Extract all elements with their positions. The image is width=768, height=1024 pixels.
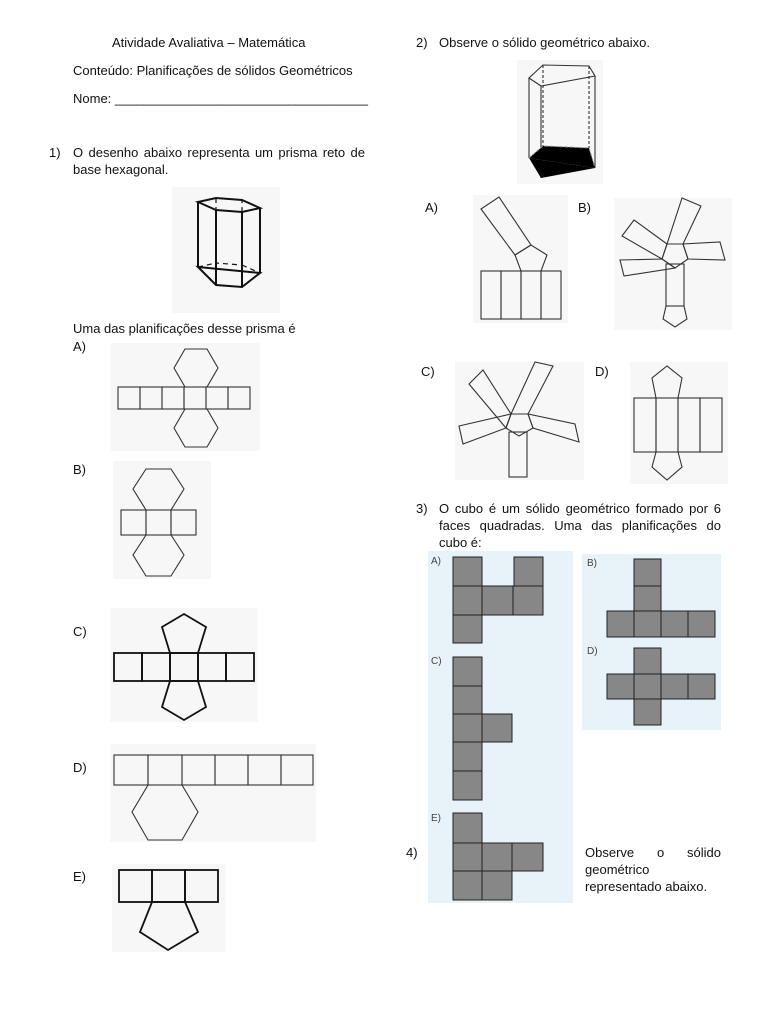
q2-option-b-label: B) — [578, 200, 591, 215]
q1-option-a-label: A) — [73, 339, 86, 354]
q1-prompt: Uma das planificações desse prisma é — [73, 321, 296, 336]
q1-option-d-label: D) — [73, 760, 87, 775]
q1-option-b-label: B) — [73, 462, 86, 477]
q2-option-c-net[interactable] — [455, 362, 584, 480]
q3-number: 3) — [416, 501, 428, 516]
q2-number: 2) — [416, 35, 428, 50]
q2-option-d-net[interactable] — [630, 362, 728, 484]
q2-option-a-label: A) — [425, 200, 438, 215]
q1-option-a-net[interactable] — [110, 343, 260, 451]
pentagonal-prism-figure — [517, 60, 603, 184]
q3-option-d-label: D) — [587, 646, 598, 657]
q3-option-b-label: B) — [587, 558, 597, 569]
q1-option-c-label: C) — [73, 624, 87, 639]
q4-statement: Observe o sólido geométrico representado abaixo. — [585, 845, 721, 894]
q1-number: 1) — [49, 145, 61, 160]
q2-option-c-label: C) — [421, 364, 435, 379]
q2-option-d-label: D) — [595, 364, 609, 379]
q4-number: 4) — [406, 845, 418, 860]
q3-option-c-net[interactable] — [428, 651, 573, 803]
q3-option-a-net[interactable] — [428, 551, 573, 646]
q1-option-d-net[interactable] — [110, 744, 316, 842]
q1-option-e-label: E) — [73, 869, 86, 884]
q2-statement: Observe o sólido geométrico abaixo. — [439, 35, 651, 50]
q2-option-a-net[interactable] — [473, 195, 568, 323]
q1-statement: O desenho abaixo representa um prisma reto de base hexagonal. — [73, 145, 365, 177]
q3-option-e-net[interactable] — [428, 810, 573, 902]
q2-option-b-net[interactable] — [614, 198, 732, 330]
q1-option-b-net[interactable] — [113, 461, 211, 579]
q3-statement: O cubo é um sólido geométrico formado por 6 faces quadradas. Uma das planificações do cubo é: — [439, 501, 721, 550]
q3-option-b-net[interactable] — [582, 554, 721, 642]
q1-option-e-net[interactable] — [112, 864, 226, 952]
q3-option-c-label: C) — [431, 656, 442, 667]
q3-option-a-label: A) — [431, 556, 441, 567]
name-field-label: Nome: ___________________________________ — [73, 91, 368, 106]
q1-option-c-net[interactable] — [110, 608, 258, 722]
hexagonal-prism-figure — [172, 187, 280, 313]
q3-option-d-net[interactable] — [582, 644, 721, 728]
q3-option-e-label: E) — [431, 813, 441, 824]
worksheet-content: Conteúdo: Planificações de sólidos Geométricos — [73, 63, 353, 78]
worksheet-title: Atividade Avaliativa – Matemática — [112, 35, 306, 50]
